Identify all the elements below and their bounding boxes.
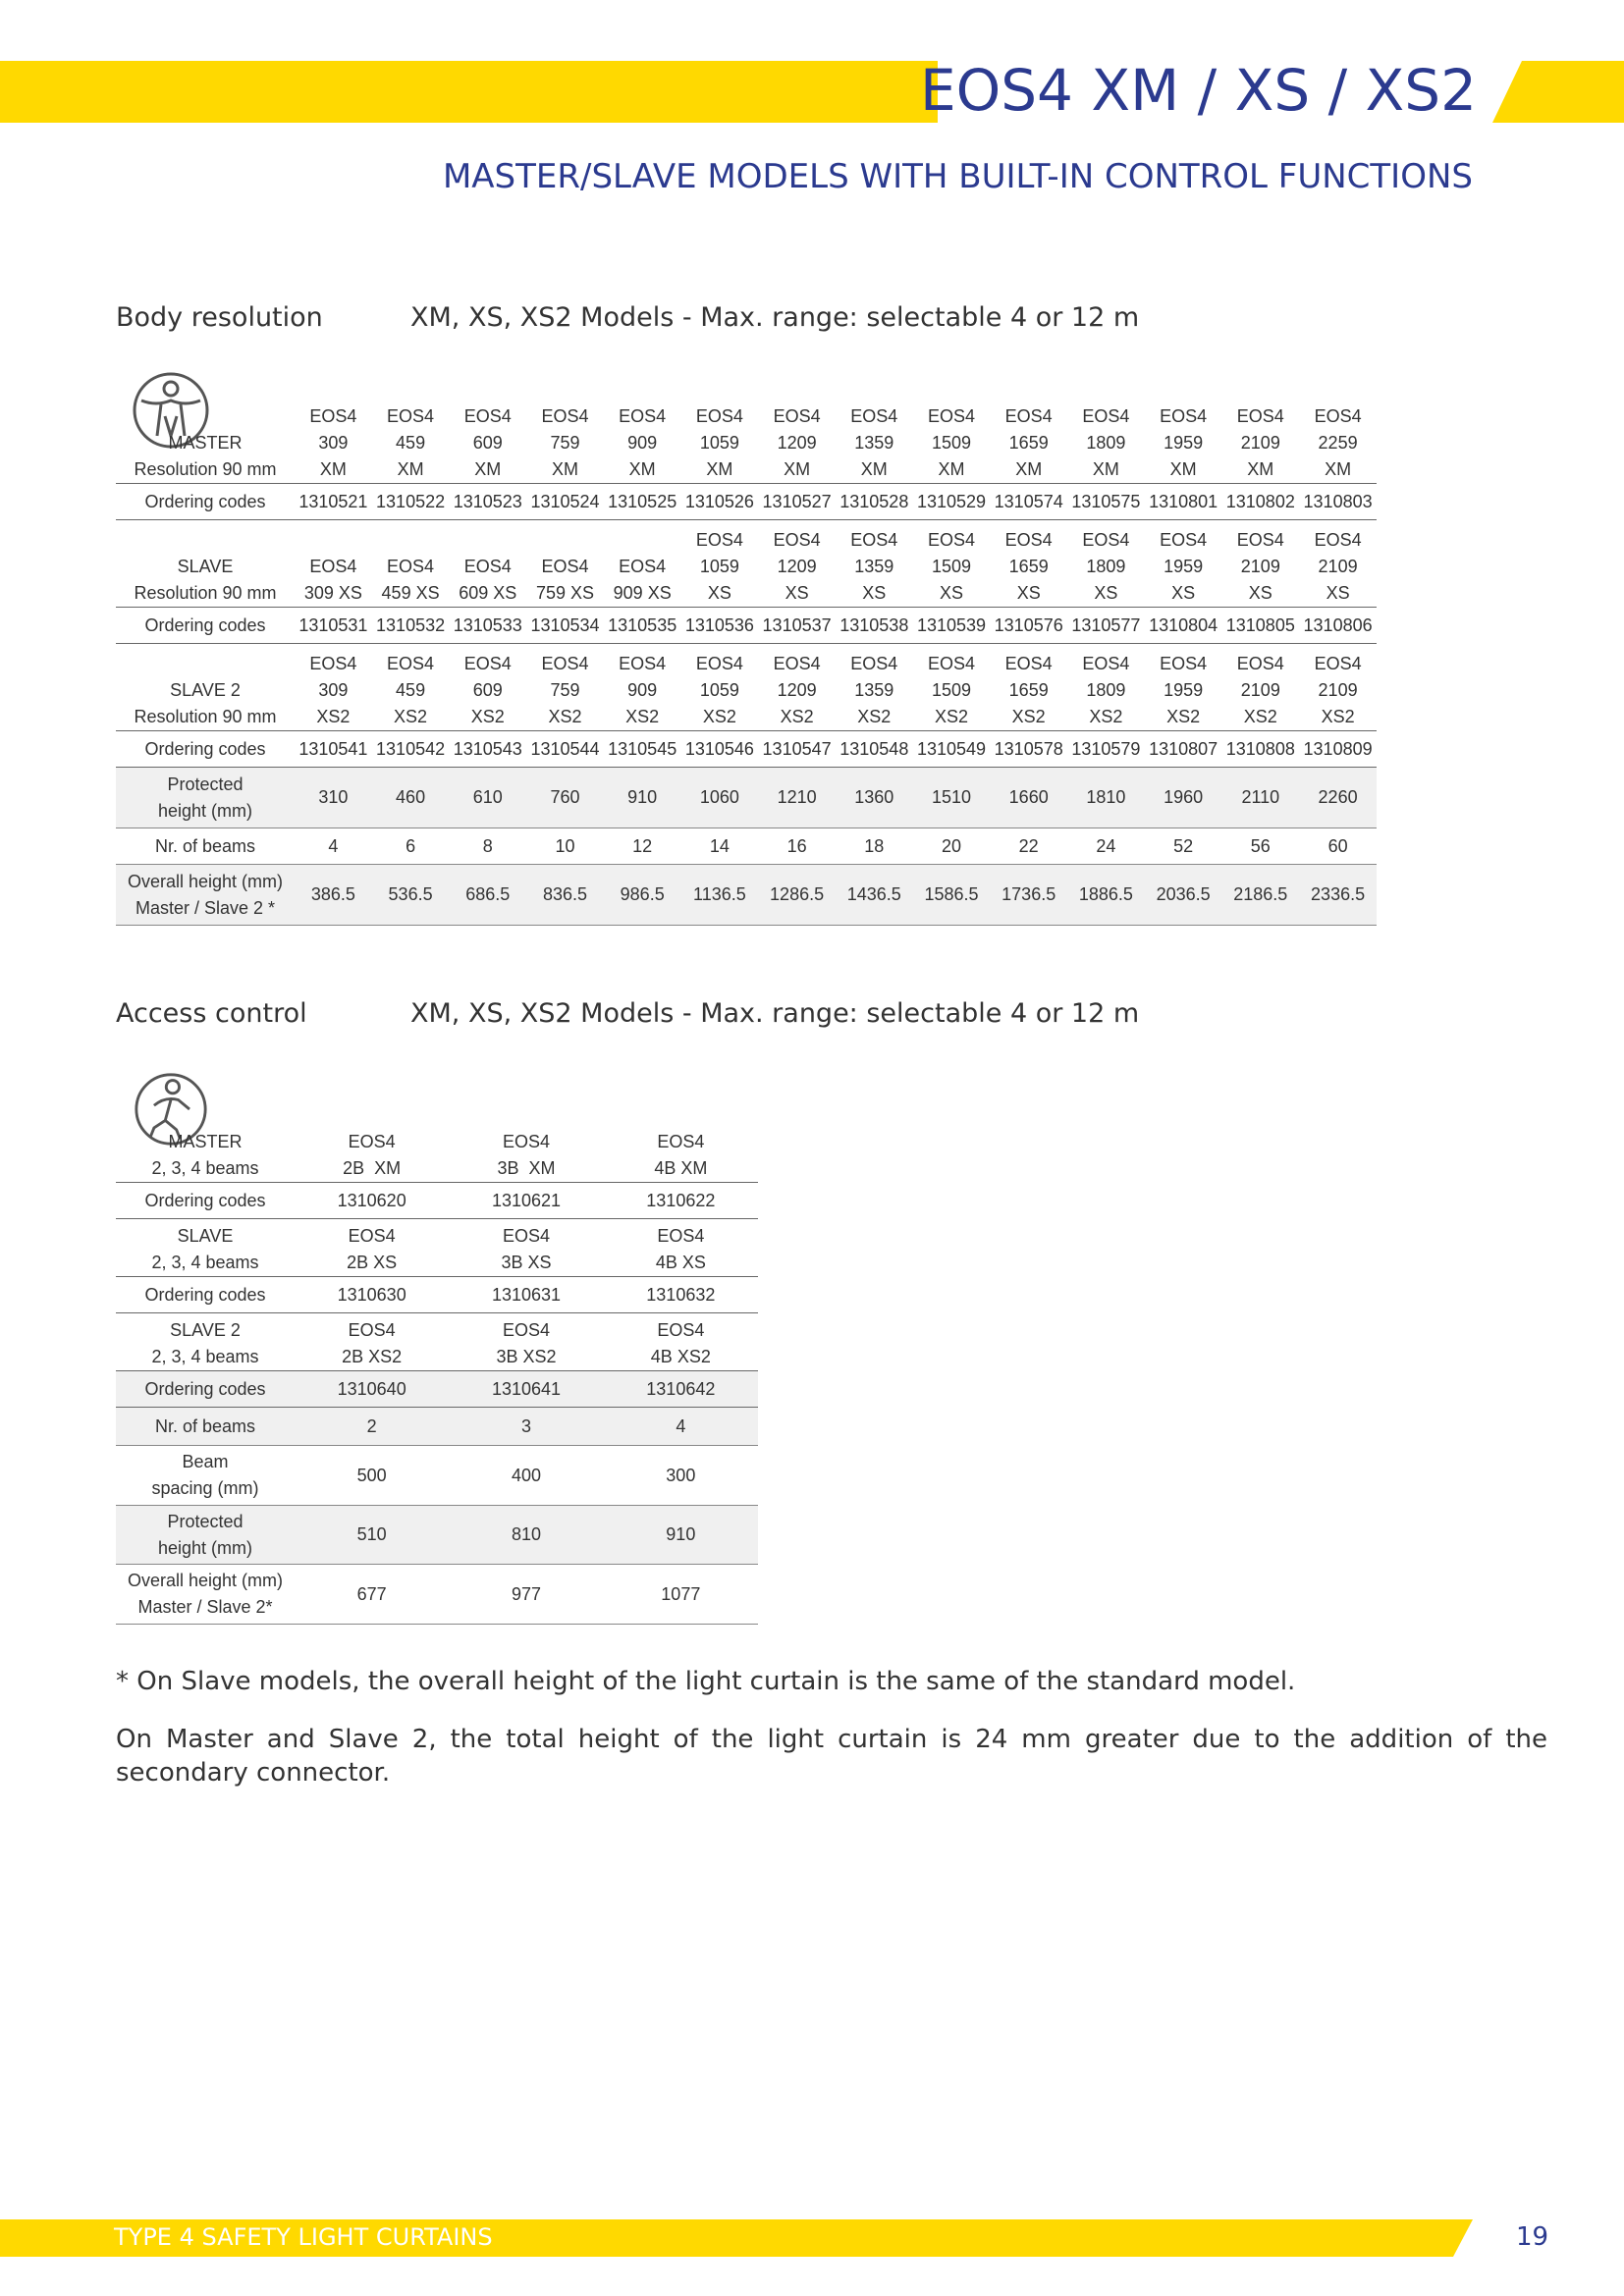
slave-models-row <box>116 520 1377 608</box>
footnote-slave-height: * On Slave models, the overall height of the light curtain is the same of the standard model. <box>116 1667 1296 1696</box>
table-cell: 10 <box>526 828 604 865</box>
table-cell: EOS4 1209 XS2 <box>773 654 821 726</box>
slave-models-row <box>116 1219 758 1277</box>
table-cell: 12 <box>604 828 681 865</box>
table-cell: 1310537 <box>758 608 836 644</box>
table-cell: 1310531 <box>295 608 372 644</box>
table-cell: EOS4 1809 XS2 <box>1082 654 1130 726</box>
table-cell: 1310806 <box>1299 608 1377 644</box>
table-cell: 1310544 <box>526 731 604 768</box>
table-cell: 500 <box>295 1446 449 1506</box>
table-cell: 1310579 <box>1067 731 1145 768</box>
table-cell: 610 <box>449 768 526 828</box>
table-cell: 3 <box>449 1408 603 1446</box>
table-cell: 1286.5 <box>758 865 836 926</box>
table-cell: 1310534 <box>526 608 604 644</box>
table-cell: 836.5 <box>526 865 604 926</box>
table-cell: 1310640 <box>295 1371 449 1408</box>
table-cell: 22 <box>990 828 1067 865</box>
table-cell: 1310549 <box>913 731 991 768</box>
table-cell: 1136.5 <box>681 865 759 926</box>
table-cell: EOS4 2109 XM <box>1236 406 1284 479</box>
table-cell: EOS4 1059 XM <box>695 406 743 479</box>
slave2-models-row <box>116 644 1377 731</box>
table-cell: EOS4 1509 XS <box>927 530 975 603</box>
table-cell: 1310546 <box>681 731 759 768</box>
table-cell: 24 <box>1067 828 1145 865</box>
table-cell: 14 <box>681 828 759 865</box>
table-cell: 2110 <box>1221 768 1299 828</box>
table-cell: 1310574 <box>990 484 1067 520</box>
row-label: Nr. of beams <box>116 1408 295 1446</box>
table-cell: EOS4 4B XM <box>654 1132 708 1178</box>
table-cell: 400 <box>449 1446 603 1506</box>
slave-codes-row <box>116 1277 758 1313</box>
table-cell: 1310804 <box>1145 608 1222 644</box>
table-cell: 1310522 <box>372 484 450 520</box>
table-cell: 386.5 <box>295 865 372 926</box>
table-cell: 1310622 <box>604 1183 758 1219</box>
table-cell: 1310538 <box>836 608 913 644</box>
table-cell: EOS4 4B XS2 <box>650 1320 711 1366</box>
table-cell: 1810 <box>1067 768 1145 828</box>
page-title: EOS4 XM / XS / XS2 <box>919 57 1477 124</box>
table-cell: 1077 <box>604 1565 758 1625</box>
beams-row <box>116 828 1377 865</box>
slave-codes-row <box>116 608 1377 644</box>
table-cell: 1310525 <box>604 484 681 520</box>
table-cell: 1310642 <box>604 1371 758 1408</box>
table-cell: 1736.5 <box>990 865 1067 926</box>
table-cell: 1310545 <box>604 731 681 768</box>
table-cell: EOS4 1959 XS2 <box>1160 654 1208 726</box>
table-cell: 2336.5 <box>1299 865 1377 926</box>
table-cell: 1310802 <box>1221 484 1299 520</box>
table-cell: EOS4 309 XM <box>309 406 357 479</box>
table-cell: EOS4 1509 XS2 <box>927 654 975 726</box>
table-cell: 1310528 <box>836 484 913 520</box>
table-cell: 1310576 <box>990 608 1067 644</box>
table-cell: 986.5 <box>604 865 681 926</box>
body-resolution-table <box>116 400 1377 926</box>
row-label: Ordering codes <box>116 731 295 768</box>
table-cell: 52 <box>1145 828 1222 865</box>
table-cell: 18 <box>836 828 913 865</box>
row-label: Overall height (mm) Master / Slave 2* <box>116 1565 295 1625</box>
table-cell: EOS4 3B XS <box>501 1226 552 1272</box>
table-cell: EOS4 459 XS <box>381 557 440 603</box>
slave2-codes-row <box>116 731 1377 768</box>
table-cell: 16 <box>758 828 836 865</box>
table-cell: EOS4 1659 XM <box>1004 406 1053 479</box>
table-cell: 2036.5 <box>1145 865 1222 926</box>
row-label: SLAVE 2, 3, 4 beams <box>151 1226 259 1272</box>
page-number: 19 <box>1516 2222 1549 2252</box>
table-cell: 2 <box>295 1408 449 1446</box>
table-cell: EOS4 3B XS2 <box>496 1320 557 1366</box>
table-cell: EOS4 1809 XS <box>1082 530 1130 603</box>
row-label: Ordering codes <box>116 608 295 644</box>
table-cell: EOS4 1509 XM <box>927 406 975 479</box>
table-cell: 2186.5 <box>1221 865 1299 926</box>
table-cell: 1060 <box>681 768 759 828</box>
access-control-heading: Access control <box>116 998 307 1029</box>
table-cell: 810 <box>449 1506 603 1565</box>
table-cell: 1310524 <box>526 484 604 520</box>
row-label: MASTER 2, 3, 4 beams <box>151 1132 259 1178</box>
row-label: Ordering codes <box>116 484 295 520</box>
access-control-description: XM, XS, XS2 Models - Max. range: selectable 4 or 12 m <box>410 998 1140 1029</box>
table-cell: EOS4 1059 XS2 <box>695 654 743 726</box>
master-models-row <box>116 1125 758 1183</box>
table-cell: 1310533 <box>449 608 526 644</box>
table-cell: EOS4 1959 XS <box>1160 530 1208 603</box>
table-cell: EOS4 759 XS2 <box>541 654 589 726</box>
table-cell: EOS4 309 XS <box>303 557 362 603</box>
table-cell: 1436.5 <box>836 865 913 926</box>
table-cell: 1310532 <box>372 608 450 644</box>
master-codes-row <box>116 484 1377 520</box>
table-cell: EOS4 609 XS <box>459 557 517 603</box>
row-label: Protected height (mm) <box>116 1506 295 1565</box>
row-label: Overall height (mm) Master / Slave 2 * <box>116 865 295 926</box>
row-label: MASTER Resolution 90 mm <box>134 433 277 479</box>
table-cell: 536.5 <box>372 865 450 926</box>
table-cell: 760 <box>526 768 604 828</box>
table-cell: 1310620 <box>295 1183 449 1219</box>
beams-row <box>116 1408 758 1446</box>
table-cell: 1310809 <box>1299 731 1377 768</box>
table-cell: 1310529 <box>913 484 991 520</box>
row-label: Protected height (mm) <box>116 768 295 828</box>
table-cell: EOS4 759 XS <box>535 557 594 603</box>
table-cell: 1310541 <box>295 731 372 768</box>
table-cell: 1510 <box>913 768 991 828</box>
table-cell: EOS4 909 XM <box>619 406 667 479</box>
table-cell: 1310805 <box>1221 608 1299 644</box>
table-cell: EOS4 459 XM <box>387 406 435 479</box>
table-cell: 1310536 <box>681 608 759 644</box>
slave2-codes-row <box>116 1371 758 1408</box>
table-cell: 60 <box>1299 828 1377 865</box>
table-cell: 1360 <box>836 768 913 828</box>
table-cell: EOS4 909 XS <box>613 557 672 603</box>
table-cell: 686.5 <box>449 865 526 926</box>
protected-height-row <box>116 768 1377 828</box>
table-cell: EOS4 2B XM <box>343 1132 402 1178</box>
table-cell: EOS4 3B XM <box>497 1132 556 1178</box>
table-cell: EOS4 1059 XS <box>695 530 743 603</box>
beam-spacing-row <box>116 1446 758 1506</box>
footer-title: TYPE 4 SAFETY LIGHT CURTAINS <box>114 2223 493 2251</box>
table-cell: EOS4 2B XS <box>347 1226 398 1272</box>
body-resolution-description: XM, XS, XS2 Models - Max. range: selectable 4 or 12 m <box>410 302 1140 333</box>
table-cell: 677 <box>295 1565 449 1625</box>
table-cell: 4 <box>295 828 372 865</box>
table-cell: 1310543 <box>449 731 526 768</box>
table-cell: EOS4 1659 XS2 <box>1004 654 1053 726</box>
table-cell: 1310539 <box>913 608 991 644</box>
table-cell: 1310632 <box>604 1277 758 1313</box>
table-cell: 1310808 <box>1221 731 1299 768</box>
row-label: SLAVE Resolution 90 mm <box>134 557 277 603</box>
table-cell: 1310807 <box>1145 731 1222 768</box>
table-cell: EOS4 2109 XS <box>1236 530 1284 603</box>
table-cell: 20 <box>913 828 991 865</box>
table-cell: EOS4 1359 XS <box>850 530 898 603</box>
table-cell: EOS4 459 XS2 <box>387 654 435 726</box>
table-cell: 1886.5 <box>1067 865 1145 926</box>
access-control-table <box>116 1125 758 1625</box>
table-cell: 1310641 <box>449 1371 603 1408</box>
table-cell: EOS4 1209 XS <box>773 530 821 603</box>
table-cell: 1310630 <box>295 1277 449 1313</box>
overall-height-row <box>116 865 1377 926</box>
table-cell: 1660 <box>990 768 1067 828</box>
table-cell: EOS4 4B XS <box>655 1226 706 1272</box>
row-label: SLAVE 2 2, 3, 4 beams <box>151 1320 259 1366</box>
table-cell: 1310527 <box>758 484 836 520</box>
row-label: Ordering codes <box>116 1371 295 1408</box>
master-codes-row <box>116 1183 758 1219</box>
table-cell: EOS4 609 XM <box>463 406 512 479</box>
table-cell: EOS4 309 XS2 <box>309 654 357 726</box>
header-yellow-band <box>0 61 938 123</box>
body-resolution-heading: Body resolution <box>116 302 323 333</box>
table-cell: 8 <box>449 828 526 865</box>
table-cell: EOS4 1359 XS2 <box>850 654 898 726</box>
table-cell: EOS4 2259 XM <box>1314 406 1362 479</box>
table-cell: 1310577 <box>1067 608 1145 644</box>
row-label: Beam spacing (mm) <box>116 1446 295 1506</box>
table-cell: 1310621 <box>449 1183 603 1219</box>
table-cell: 1310801 <box>1145 484 1222 520</box>
table-cell: EOS4 1809 XM <box>1082 406 1130 479</box>
table-cell: 56 <box>1221 828 1299 865</box>
table-cell: 1310526 <box>681 484 759 520</box>
table-cell: EOS4 609 XS2 <box>463 654 512 726</box>
table-cell: EOS4 2109 XS <box>1314 530 1362 603</box>
table-cell: EOS4 2B XS2 <box>342 1320 403 1366</box>
footnote-master-height: On Master and Slave 2, the total height of the light curtain is 24 mm greater due to the addition of the secondary connector. <box>116 1725 1547 1788</box>
table-cell: 1586.5 <box>913 865 991 926</box>
table-cell: 977 <box>449 1565 603 1625</box>
table-cell: 310 <box>295 768 372 828</box>
table-cell: 910 <box>604 1506 758 1565</box>
table-cell: 6 <box>372 828 450 865</box>
table-cell: 510 <box>295 1506 449 1565</box>
table-cell: 2260 <box>1299 768 1377 828</box>
table-cell: 1310523 <box>449 484 526 520</box>
table-cell: 910 <box>604 768 681 828</box>
table-cell: 1960 <box>1145 768 1222 828</box>
table-cell: 1310631 <box>449 1277 603 1313</box>
table-cell: 1310548 <box>836 731 913 768</box>
table-cell: 1310575 <box>1067 484 1145 520</box>
header-yellow-band-right <box>1492 61 1624 123</box>
table-cell: EOS4 759 XM <box>541 406 589 479</box>
table-cell: 1210 <box>758 768 836 828</box>
row-label: Nr. of beams <box>116 828 295 865</box>
table-cell: EOS4 1959 XM <box>1160 406 1208 479</box>
table-cell: 1310535 <box>604 608 681 644</box>
table-cell: EOS4 1659 XS <box>1004 530 1053 603</box>
table-cell: EOS4 909 XS2 <box>619 654 667 726</box>
table-cell: 1310578 <box>990 731 1067 768</box>
table-cell: EOS4 2109 XS2 <box>1236 654 1284 726</box>
table-cell: 300 <box>604 1446 758 1506</box>
slave2-models-row <box>116 1313 758 1371</box>
overall-height-row <box>116 1565 758 1625</box>
page-subtitle: MASTER/SLAVE MODELS WITH BUILT-IN CONTROL FUNCTIONS <box>442 157 1473 196</box>
table-cell: 1310542 <box>372 731 450 768</box>
table-cell: 4 <box>604 1408 758 1446</box>
table-cell: EOS4 1209 XM <box>773 406 821 479</box>
table-cell: 1310547 <box>758 731 836 768</box>
row-label: Ordering codes <box>116 1183 295 1219</box>
protected-height-row <box>116 1506 758 1565</box>
table-cell: EOS4 2109 XS2 <box>1314 654 1362 726</box>
row-label: SLAVE 2 Resolution 90 mm <box>134 680 277 726</box>
table-cell: 460 <box>372 768 450 828</box>
table-cell: 1310521 <box>295 484 372 520</box>
row-label: Ordering codes <box>116 1277 295 1313</box>
table-cell: EOS4 1359 XM <box>850 406 898 479</box>
table-cell: 1310803 <box>1299 484 1377 520</box>
master-models-row <box>116 400 1377 484</box>
